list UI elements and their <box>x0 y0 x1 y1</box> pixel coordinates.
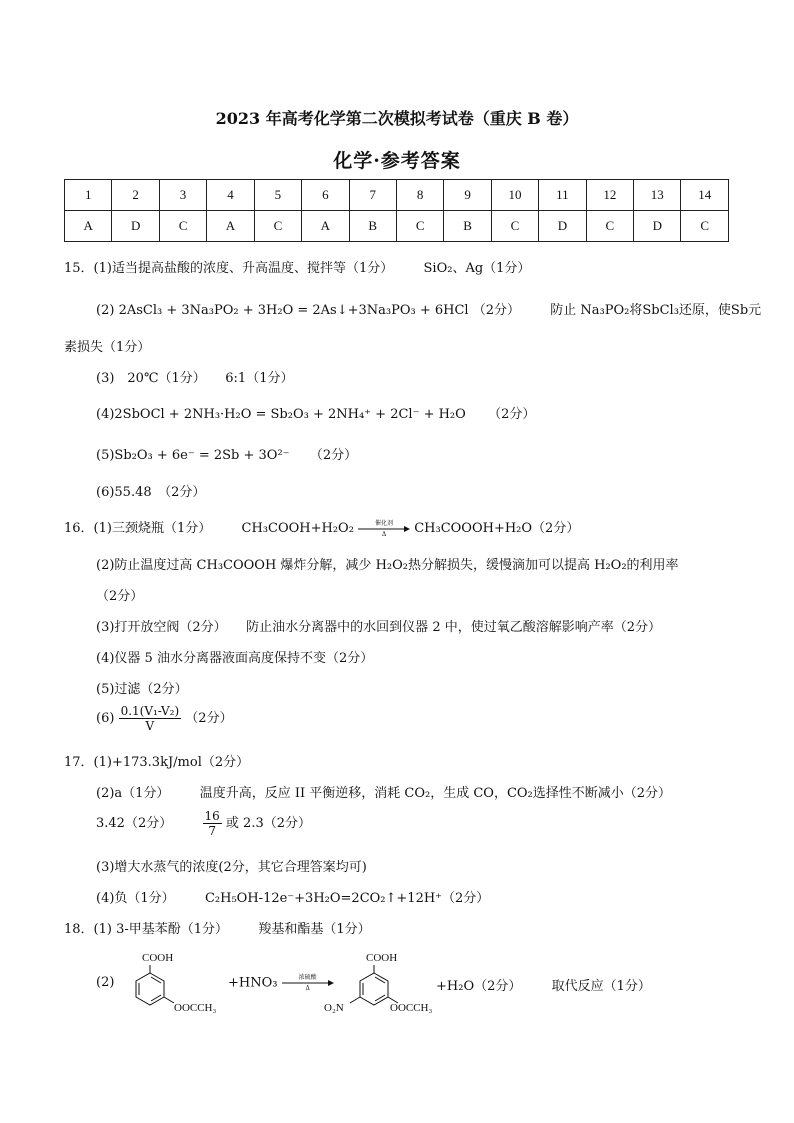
q16-part6-score: （2分） <box>185 711 233 726</box>
q16-part1 <box>64 517 579 537</box>
q15-part6: (6)55.48 （2分） <box>96 485 206 500</box>
question-number-cell: 2 <box>112 180 159 211</box>
answer-cell: A <box>207 211 254 242</box>
q15-part5 <box>96 444 357 463</box>
reaction-arrow <box>358 521 410 537</box>
answer-cell: A <box>65 211 112 242</box>
q16-part4: (4)仪器 5 油水分离器液面高度保持不变（2分） <box>96 651 374 666</box>
q18-part1-groups: 羧基和酯基（1分） <box>258 922 371 937</box>
q18-part2-type: 取代反应（1分） <box>551 979 651 994</box>
question-number-cell: 1 <box>65 180 112 211</box>
q16-part1-lhs: CH₃COOH+H₂O₂ <box>241 521 354 536</box>
q15-part2-reason-cont: 素损失（1分） <box>64 340 151 355</box>
question-number-cell: 14 <box>681 180 729 211</box>
q18-part1-name: 18．(1) 3-甲基苯酚（1分） <box>64 922 229 937</box>
answer-cell: C <box>254 211 301 242</box>
molecule-reactant-diagram <box>118 948 228 1018</box>
q15-part2-reason: 防止 Na₃PO₂将SbCl₃还原，使Sb元 <box>550 303 762 318</box>
q16-part6-label: (6) <box>96 711 115 726</box>
q15-part1-text: 15．(1)适当提高盐酸的浓度、升高温度、搅拌等（1分） <box>64 261 394 276</box>
q16-part2: (2)防止温度过高 CH₃COOOH 爆炸分解，减少 H₂O₂热分解损失，缓慢滴加可以提高 H₂O₂的利用率 <box>96 558 679 573</box>
arrow-condition-top: 催化剂 <box>375 519 394 527</box>
answer-row <box>65 211 729 242</box>
reagent-text: +HNO₃ <box>228 975 278 991</box>
answer-cell: C <box>681 211 729 242</box>
mol2-left-group: O₂N <box>324 1002 344 1014</box>
question-number-cell: 5 <box>254 180 301 211</box>
q15-part4-equation: (4)2SbOCl + 2NH₃·H₂O = Sb₂O₃ + 2NH₄⁺ + 2Cl⁻ + H₂O <box>96 407 466 422</box>
q15-part2 <box>96 299 761 318</box>
q15-part1 <box>64 257 530 276</box>
answer-cell: C <box>159 211 206 242</box>
q17-part4 <box>96 887 489 906</box>
molecule-product-diagram <box>322 948 442 1018</box>
q15-part4 <box>96 403 535 422</box>
q17-part2-alt: 或 2.3（2分） <box>225 816 311 831</box>
page-subtitle: 化学·参考答案 <box>333 150 461 172</box>
q17-part1: 17．(1)+173.3kJ/mol（2分） <box>64 755 250 770</box>
answer-cell: C <box>586 211 633 242</box>
q17-part2-reason: 温度升高，反应 II 平衡逆移，消耗 CO₂，生成 CO，CO₂选择性不断减小（2分） <box>199 786 672 801</box>
q15-part2-label: (2) <box>96 303 115 318</box>
q18-part2-product: +H₂O（2分） <box>436 979 522 994</box>
q17-part4-equation: C₂H₅OH-12e⁻+3H₂O=2CO₂↑+12H⁺（2分） <box>204 891 490 906</box>
q15-part3: (3) 20℃（1分） 6:1（1分） <box>96 371 294 386</box>
q17-part2 <box>96 782 671 801</box>
question-number-cell: 12 <box>586 180 633 211</box>
q16-part2-score: （2分） <box>96 589 144 604</box>
q15-part5-equation: (5)Sb₂O₃ + 6e⁻ = 2Sb + 3O²⁻ <box>96 448 290 463</box>
q17-part2-values <box>96 809 311 838</box>
question-number-row <box>65 180 729 211</box>
question-number-cell: 10 <box>491 180 538 211</box>
answer-cell: A <box>302 211 349 242</box>
q15-part2-equation: 2AsCl₃ + 3Na₃PO₂ + 3H₂O = 2As↓+3Na₃PO₃ + 6HCl <box>118 303 469 318</box>
answer-cell: B <box>349 211 396 242</box>
q17-part4-answer: (4)负（1分） <box>96 891 175 906</box>
answer-cell: C <box>396 211 443 242</box>
question-number-cell: 7 <box>349 180 396 211</box>
q18-part2-tail <box>436 975 651 994</box>
fraction-numerator: 16 <box>204 809 220 823</box>
question-number-cell: 4 <box>207 180 254 211</box>
q18-part1 <box>64 918 371 937</box>
answer-cell: D <box>539 211 586 242</box>
q18-part2-reagent <box>228 975 334 991</box>
q17-part2-fraction <box>203 809 222 838</box>
answer-cell: C <box>491 211 538 242</box>
answer-table <box>64 179 729 242</box>
q16-part6-fraction <box>119 704 182 733</box>
q16-part1-text: 16．(1)三颈烧瓶（1分） <box>64 521 212 536</box>
fraction-numerator: 0.1(V₁-V₂) <box>120 704 180 718</box>
q15-part5-score: （2分） <box>309 448 358 463</box>
q16-part1-rhs: CH₃COOOH+H₂O（2分） <box>414 521 580 536</box>
q16-part5: (5)过滤（2分） <box>96 682 188 697</box>
answer-cell: D <box>634 211 681 242</box>
question-number-cell: 13 <box>634 180 681 211</box>
q16-part3: (3)打开放空阀（2分） 防止油水分离器中的水回到仪器 2 中，使过氧乙酸溶解影响产率（2分） <box>96 620 661 635</box>
q15-part4-score: （2分） <box>488 407 536 422</box>
question-number-cell: 6 <box>302 180 349 211</box>
q17-part2-answer: (2)a（1分） <box>96 786 170 801</box>
q17-part2-value: 3.42（2分） <box>96 816 173 831</box>
mol1-substituent: OOCCH₃ <box>174 1002 217 1014</box>
fraction-denominator: V <box>145 719 155 733</box>
question-number-cell: 11 <box>539 180 586 211</box>
answer-cell: D <box>112 211 159 242</box>
q17-part3: (3)增大水蒸气的浓度(2分，其它合理答案均可) <box>96 860 367 875</box>
question-number-cell: 3 <box>159 180 206 211</box>
question-number-cell: 8 <box>396 180 443 211</box>
q18-part2-label: (2) <box>96 975 115 990</box>
arrow-condition-bottom: Δ <box>381 530 387 538</box>
arrow-condition-bottom: Δ <box>305 985 310 992</box>
q15-part2-score: （2分） <box>472 303 521 318</box>
q16-part6 <box>96 704 233 733</box>
mol1-top-group: COOH <box>142 952 174 964</box>
fraction-denominator: 7 <box>208 824 216 838</box>
answer-cell: B <box>444 211 491 242</box>
arrow-condition-top: 浓硫酸 <box>298 974 317 981</box>
page-title: 2023 年高考化学第二次模拟考试卷（重庆 B 卷） <box>215 109 579 128</box>
mol2-top-group: COOH <box>366 952 398 964</box>
q15-part1-residue: SiO₂、Ag（1分） <box>423 261 531 276</box>
mol2-substituent: OOCCH₃ <box>390 1002 433 1014</box>
question-number-cell: 9 <box>444 180 491 211</box>
